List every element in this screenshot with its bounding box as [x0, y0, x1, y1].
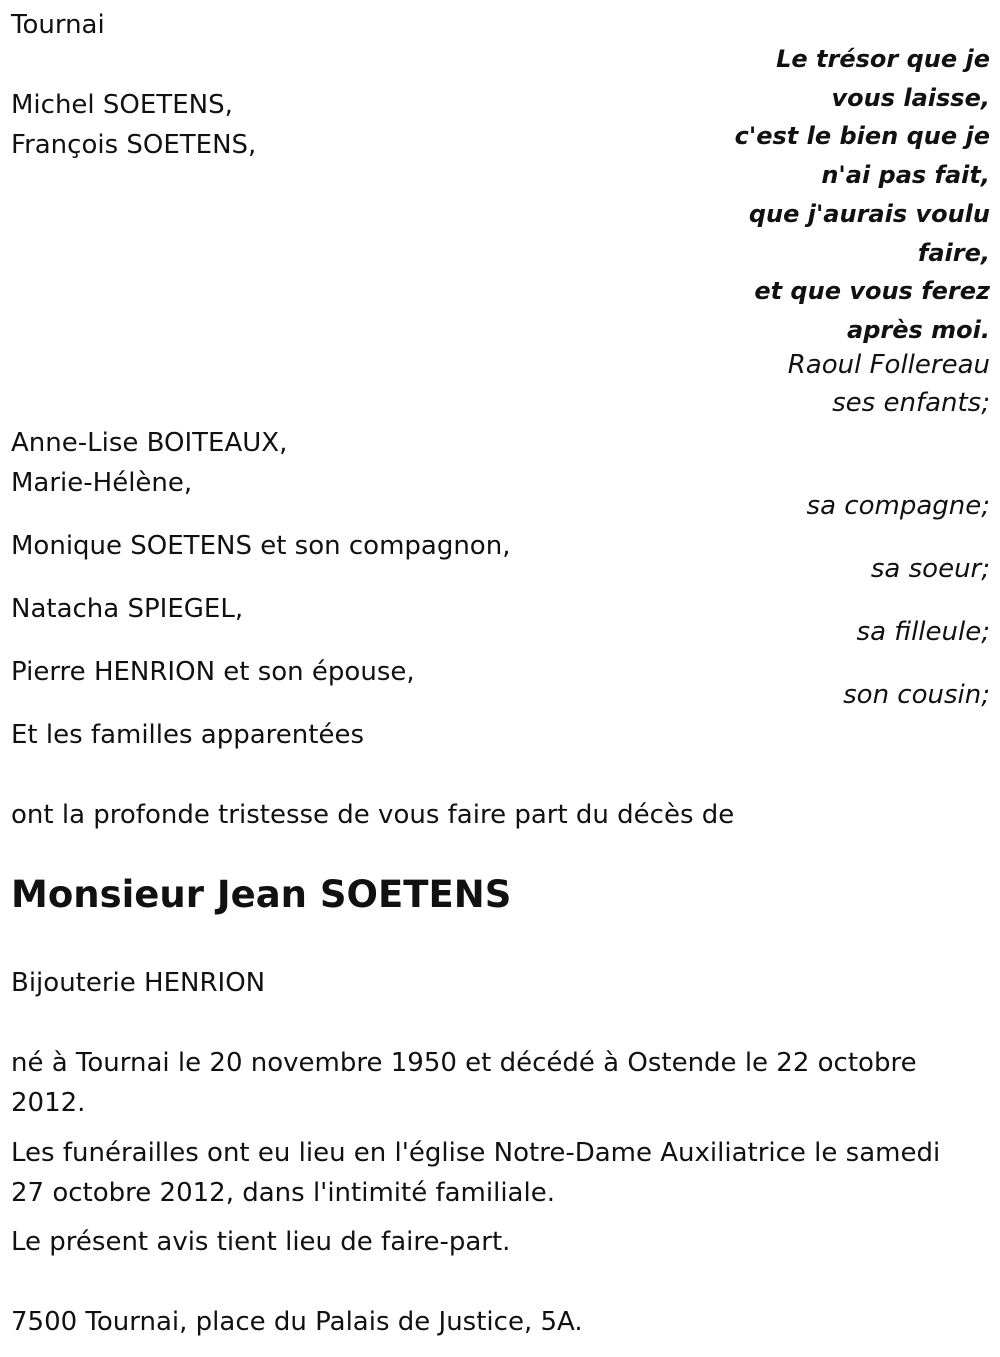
- quote-author: Raoul Follereau: [787, 350, 990, 380]
- cousin-name: Pierre HENRION et son épouse,: [11, 657, 415, 687]
- notice-text: Le présent avis tient lieu de faire-part.: [11, 1227, 511, 1257]
- address-text: 7500 Tournai, place du Palais de Justice, 5A.: [11, 1307, 583, 1337]
- quote-line: Le trésor que je: [776, 45, 990, 73]
- deceased-name: Monsieur Jean SOETENS: [11, 873, 512, 916]
- relatives-line: Et les familles apparentées: [11, 720, 365, 750]
- quote-line: et que vous ferez: [754, 277, 990, 306]
- child-name: Michel SOETENS,: [11, 90, 233, 120]
- partner-name: Anne-Lise BOITEAUX,: [11, 428, 288, 458]
- quote-block: [690, 40, 990, 350]
- quote-line: n'ai pas fait,: [821, 161, 990, 190]
- sister-name: Monique SOETENS et son compagnon,: [11, 531, 511, 561]
- quote-line: après moi.: [847, 315, 990, 344]
- partner-role: sa compagne;: [806, 491, 990, 521]
- quote-line: vous laisse,: [831, 83, 990, 112]
- birth-death-text: né à Tournai le 20 novembre 1950 et décédé à Ostende le 22 octobre 2012.: [11, 1048, 917, 1118]
- children-role: ses enfants;: [832, 388, 990, 418]
- sister-role: sa soeur;: [870, 554, 990, 584]
- quote-line: c'est le bien que je: [734, 122, 990, 151]
- cousin-role: son cousin;: [843, 680, 990, 710]
- partner-name: Marie-Hélène,: [11, 468, 193, 498]
- affiliation-text: Bijouterie HENRION: [11, 968, 266, 998]
- city-header: Tournai: [11, 10, 105, 40]
- child-name: François SOETENS,: [11, 130, 257, 160]
- quote-line: faire,: [917, 238, 990, 267]
- goddaughter-role: sa filleule;: [856, 617, 990, 647]
- funeral-text: Les funérailles ont eu lieu en l'église Notre-Dame Auxiliatrice le samedi 27 octobre 2012, dans l'intimité familiale.: [11, 1138, 941, 1208]
- goddaughter-name: Natacha SPIEGEL,: [11, 594, 244, 624]
- announcement-text: ont la profonde tristesse de vous faire part du décès de: [11, 800, 735, 830]
- quote-line: que j'aurais voulu: [748, 199, 990, 228]
